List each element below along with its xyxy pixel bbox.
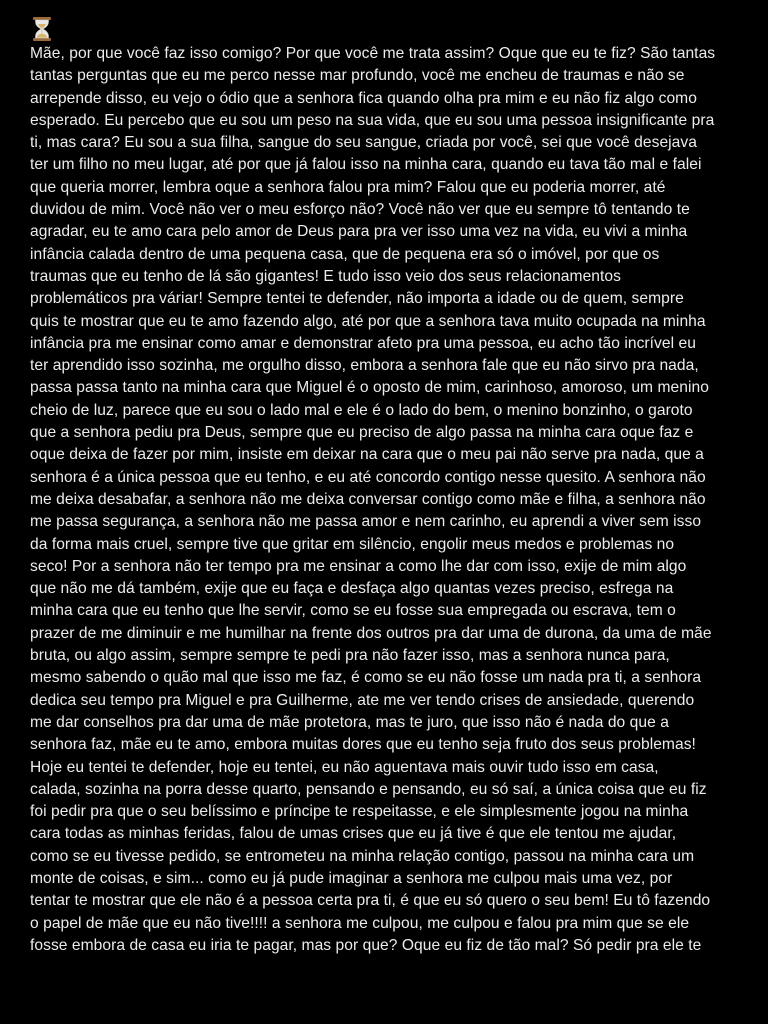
text-line: problemáticos pra váriar! Sempre tentei te defender, não importa a idade ou de quem, sempre (30, 290, 684, 308)
text-line: senhora é a única pessoa que eu tenho, e eu até concordo contigo nesse quesito. A senhora não (30, 468, 706, 486)
text-line: monte de coisas, e sim... como eu já pude imaginar a senhora me culpou mais uma vez, por (30, 869, 673, 887)
text-line: ter aprendido isso sozinha, me orgulho disso, embora a senhora fale que eu não sirvo pra nada, (30, 357, 699, 375)
text-line: o papel de mãe que eu não tive!!!! a senhora me culpou, me culpou e falou pra mim que se ele (30, 914, 690, 932)
text-line: me dar conselhos pra dar uma de mãe protetora, mas te juro, que isso não é nada do que a (30, 713, 669, 731)
text-line: fosse embora de casa eu iria te pagar, mas por que? Oque eu fiz de tão mal? Só pedir pra ele te (30, 936, 702, 954)
text-line: tantas perguntas que eu me perco nesse mar profundo, você me encheu de traumas e não se (30, 67, 685, 85)
text-line: bruta, ou algo assim, sempre sempre te pedi pra não fazer isso, mas a senhora nunca para, (30, 647, 670, 665)
text-line: quis te mostrar que eu te amo fazendo algo, até por que a senhora tava muito ocupada na minha (30, 312, 706, 330)
text-line: como se eu tivesse pedido, se entrometeu na minha relação contigo, passou na minha cara um (30, 847, 695, 865)
hourglass-icon (32, 16, 52, 42)
text-line: que queria morrer, lembra oque a senhora falou pra mim? Falou que eu poderia morrer, até (30, 178, 666, 196)
text-line: que a senhora pediu pra Deus, sempre que eu preciso de algo passa na minha cara oque faz e (30, 424, 694, 442)
text-line: calada, sozinha na porra desse quarto, pensando e pensando, eu só saí, a única coisa que eu fiz (30, 780, 707, 798)
text-line: da forma mais cruel, sempre tive que gritar em silêncio, engolir meus medos e problemas no (30, 535, 675, 553)
text-line: Hoje eu tentei te defender, hoje eu tentei, eu não aguentava mais ouvir tudo isso em casa, (30, 758, 659, 776)
text-line: minha cara que eu tenho que lhe servir, como se eu fosse sua empregada ou escrava, tem o (30, 602, 676, 620)
text-line: tentar te mostrar que ele não é a pessoa certa pra ti, é que eu só quero o seu bem! Eu tô fazendo (30, 892, 711, 910)
text-line: dedica seu tempo pra Miguel e pra Guilherme, ate me ver tendo crises de ansiedade, querendo (30, 691, 695, 709)
text-line: cheio de luz, parece que eu sou o lado mal e ele é o lado do bem, o menino bonzinho, o garoto (30, 401, 693, 419)
text-line: ter um filho no meu lugar, até por que já falou isso na minha cara, quando eu tava tão mal e falei (30, 156, 702, 174)
text-line: esperado. Eu percebo que eu sou um peso na sua vida, que eu sou uma pessoa insignificante pra (30, 111, 715, 129)
text-line: seco! Por a senhora não ter tempo pra me ensinar a como lhe dar com isso, exije de mim algo (30, 557, 687, 575)
note-text (30, 43, 746, 957)
text-line: senhora faz, mãe eu te amo, embora muitas dores que eu tenho seja fruto dos seus problemas! (30, 736, 696, 754)
text-line: traumas que eu tenho de lá são gigantes! E tudo isso veio dos seus relacionamentos (30, 267, 621, 285)
text-line: ti, mas cara? Eu sou a sua filha, sangue do seu sangue, criada por você, sei que você desejava (30, 134, 697, 152)
text-line: oque deixa de fazer por mim, insiste em deixar na cara que o meu pai não serve pra nada, que a (30, 446, 704, 464)
text-line: cara todas as minhas feridas, falou de umas crises que eu já tive é que ele tentou me ajudar, (30, 825, 677, 843)
text-line: duvidou de mim. Você não ver o meu esforço não? Você não ver que eu sempre tô tentando te (30, 201, 690, 219)
note-body (30, 16, 746, 957)
text-line: Mãe, por que você faz isso comigo? Por que você me trata assim? Oque que eu te fiz? São tantas (30, 45, 716, 62)
text-line: agradar, eu te amo cara pelo amor de Deus para pra ver isso uma vez na vida, eu vivi a minha (30, 223, 688, 241)
text-line: que não me dá também, exije que eu faça e desfaça algo quantas vezes preciso, esfrega na (30, 580, 674, 598)
text-line: prazer de me diminuir e me humilhar na frente dos outros pra dar uma de durona, da uma de mãe (30, 624, 712, 642)
text-line: passa passa tanto na minha cara que Miguel é o oposto de mim, carinhoso, amoroso, um menino (30, 379, 709, 397)
text-line: mesmo sabendo o quão mal que isso me faz, é como se eu não fosse um nada pra ti, a senhora (30, 669, 702, 687)
text-line: infância pra me ensinar como amar e demonstrar afeto pra uma pessoa, eu acho tão incrível eu (30, 334, 696, 352)
text-line: me deixa desabafar, a senhora não me deixa conversar contigo como mãe e filha, a senhora não (30, 490, 706, 508)
text-line: foi pedir pra que o seu belíssimo e príncipe te respeitasse, e ele simplesmente jogou na minha (30, 803, 689, 821)
text-line: infância calada dentro de uma pequena casa, que de pequena era só o imóvel, por que os (30, 245, 660, 263)
text-line: me passa segurança, a senhora não me passa amor e nem carinho, eu aprendi a viver sem isso (30, 513, 702, 531)
text-line: arrepende disso, eu vejo o ódio que a senhora fica quando olha pra mim e eu não fiz algo como (30, 89, 697, 107)
